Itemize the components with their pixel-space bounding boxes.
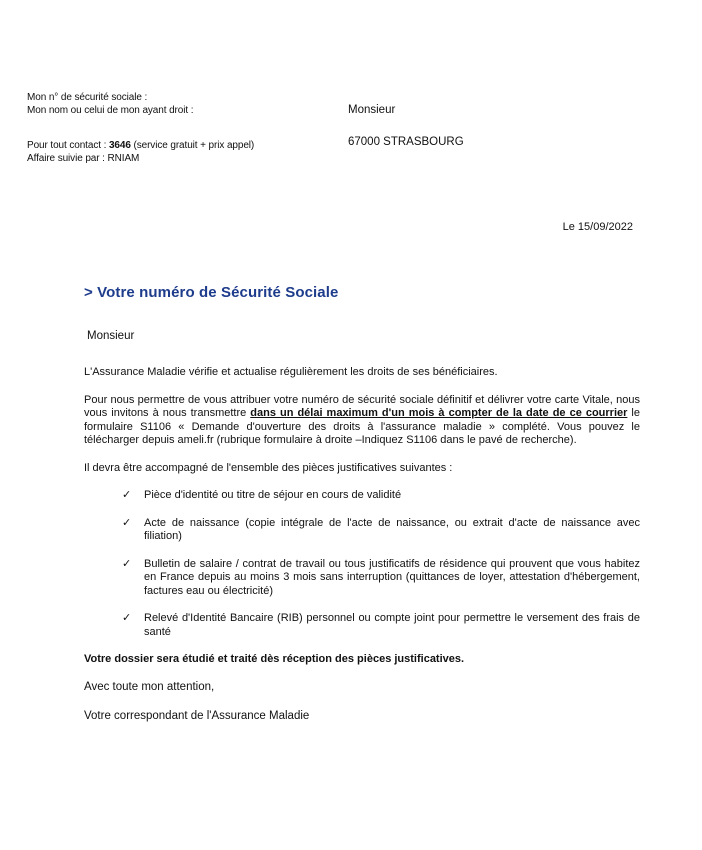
contact-line xyxy=(27,139,254,152)
case-label: Affaire suivie par : RNIAM xyxy=(27,153,140,164)
list-item: ✓ Pièce d'identité ou titre de séjour en cours de validité xyxy=(122,489,402,501)
list-item: ✓ Acte de naissance (copie intégrale de l'acte de naissance, ou extrait d'acte de naissance avec filiation) xyxy=(122,516,640,542)
documents-list xyxy=(84,489,640,639)
signature-line: Votre correspondant de l'Assurance Maladie xyxy=(84,710,310,722)
main-text-part1: Pour nous permettre de vous attribuer votre numéro de sécurité sociale définitif et délivrer votre carte Vitale, nous vous invitons à nous transmettre xyxy=(84,393,640,419)
list-item: ✓ Bulletin de salaire / contrat de travail ou tous justificatifs de résidence qui prouvent que vous habitez en France depuis au moins 3 mois sans interruption (quittances de loyer, attestation d'hébergement, factures eau ou électricité) xyxy=(122,557,640,597)
letter-date: Le 15/09/2022 xyxy=(562,221,633,233)
addressee-city: 67000 STRASBOURG xyxy=(348,136,464,148)
main-paragraph xyxy=(84,394,640,448)
contact-prefix: Pour tout contact : xyxy=(27,140,109,151)
addressee-title: Monsieur xyxy=(348,104,396,116)
checkmark-icon: ✓ xyxy=(122,516,132,529)
letter-body xyxy=(84,366,640,740)
ss-number-label: Mon n° de sécurité sociale : xyxy=(27,92,148,103)
contact-block xyxy=(27,139,254,165)
deadline-emphasis: dans un délai maximum d'un mois à compter de la date de ce courrier xyxy=(250,407,628,419)
recipient-info-block xyxy=(27,91,193,117)
name-label: Mon nom ou celui de mon ayant droit : xyxy=(27,105,194,116)
main-text-part2: le formulaire S1106 « Demande d'ouverture des droits à l'assurance maladie » complété. Vous pouvez le télécharger depuis ameli.fr (rubrique formulaire à droite –Indiquez S1106 dans le pavé de recherche). xyxy=(84,407,640,446)
addressee-block xyxy=(348,103,464,149)
contact-number: 3646 xyxy=(108,140,131,151)
intro-paragraph: L'Assurance Maladie vérifie et actualise régulièrement les droits de ses bénéficiaires. xyxy=(84,366,498,378)
checkmark-icon: ✓ xyxy=(122,557,132,570)
regards-line: Avec toute mon attention, xyxy=(84,680,215,693)
checkmark-icon: ✓ xyxy=(122,489,132,501)
checkmark-icon: ✓ xyxy=(122,612,132,624)
subject-title: > Votre numéro de Sécurité Sociale xyxy=(84,284,339,301)
closing-bold-paragraph: Votre dossier sera étudié et traité dès réception des pièces justificatives. xyxy=(84,653,465,665)
contact-suffix: (service gratuit + prix appel) xyxy=(130,140,255,151)
list-intro: Il devra être accompagné de l'ensemble des pièces justificatives suivantes : xyxy=(84,461,453,474)
salutation: Monsieur xyxy=(87,330,135,342)
list-item: ✓ Relevé d'Identité Bancaire (RIB) personnel ou compte joint pour permettre le versement des frais de santé xyxy=(122,612,640,638)
